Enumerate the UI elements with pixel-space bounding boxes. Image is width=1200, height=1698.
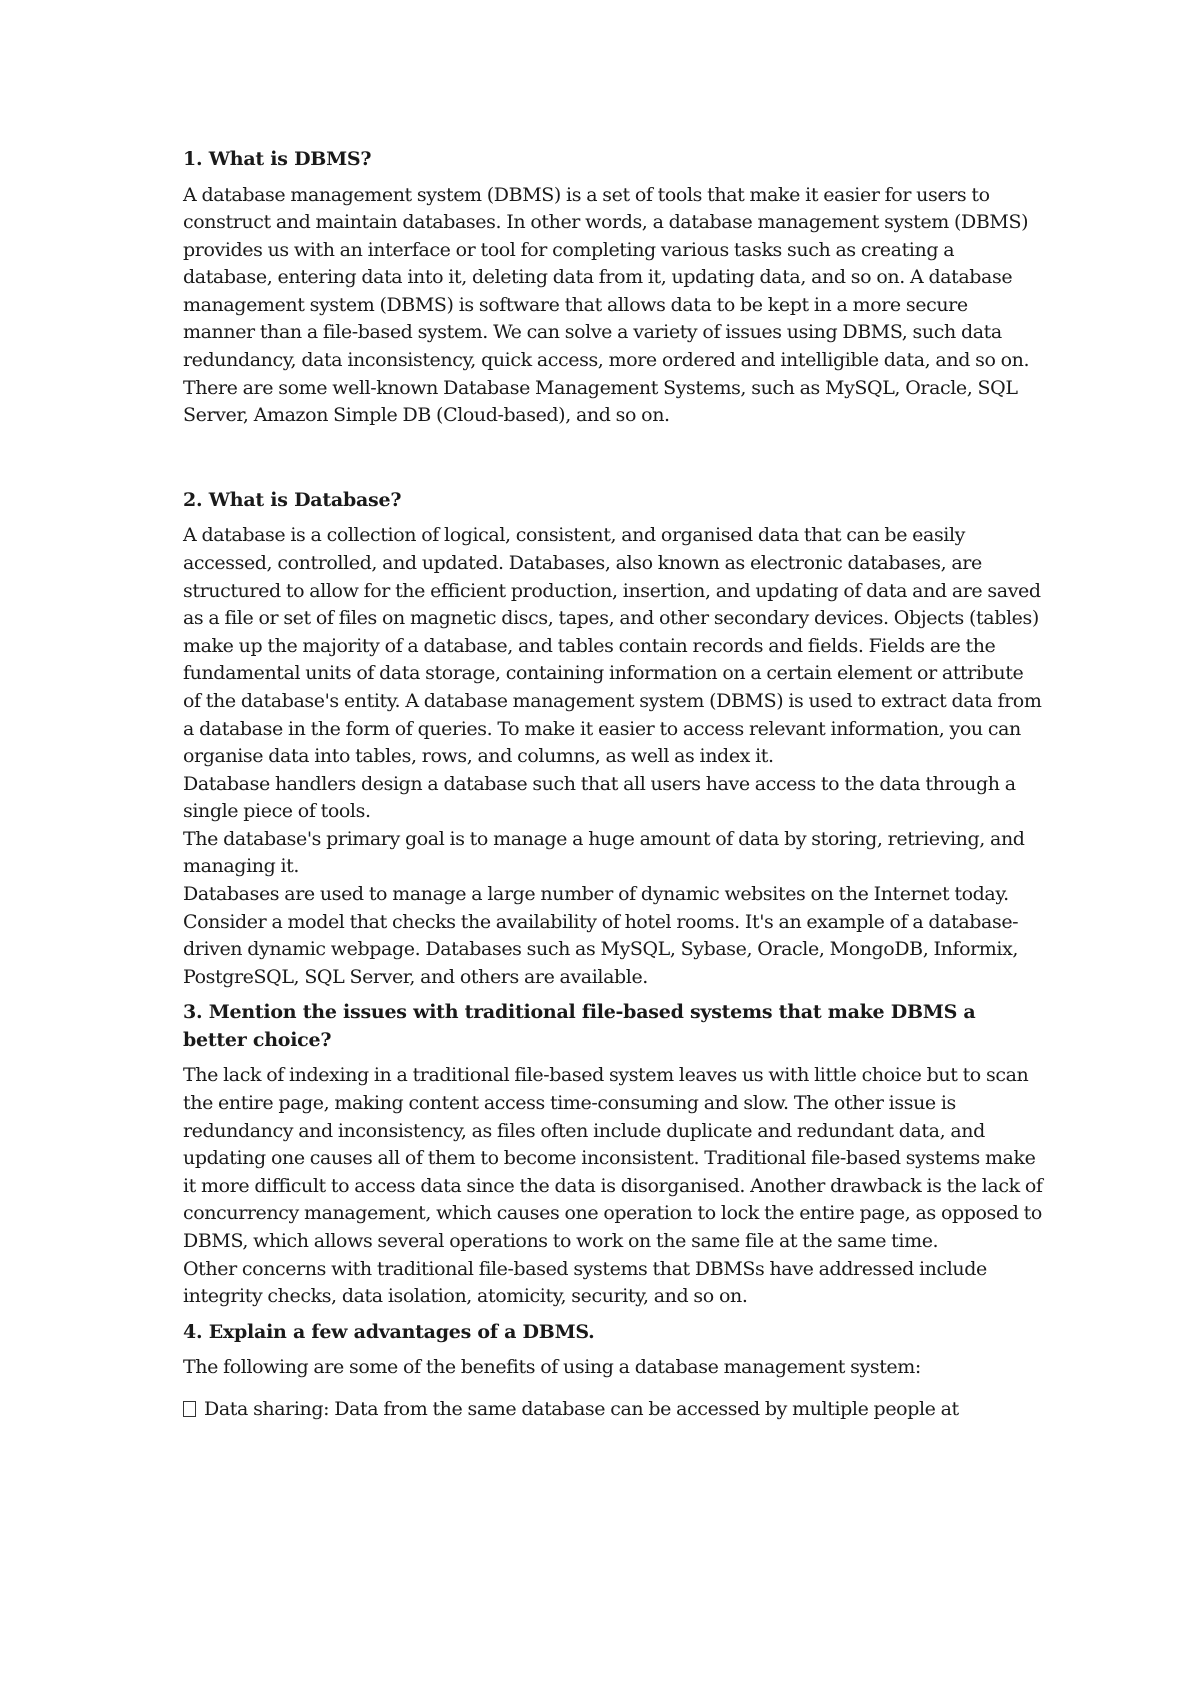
section-2-paragraph-2: Database handlers design a database such that all users have access to the data through a single piece of tools. xyxy=(183,772,1016,823)
section-2-paragraph-1: A database is a collection of logical, consistent, and organised data that can be easily accessed, controlled, and updated. Databases, also known as electronic databases, are structured to allow for the efficient production, insertion, and updating of data and are saved as a file or set of files on magnetic discs, tapes, and other secondary devices. Objects (tables) make up the majority of a database, and tables contain records and fields. Fields are the fundamental units of data storage, containing information on a certain element or attribute of the database's entity. A database management system (DBMS) is used to extract data from a database in the form of queries. To make it easier to access relevant information, you can organise data into tables, rows, and columns, as well as index it. xyxy=(183,524,1042,768)
section-1-paragraph-2: There are some well-known Database Management Systems, such as MySQL, Oracle, SQL Server, Amazon Simple DB (Cloud-based), and so on. xyxy=(183,376,1018,427)
bullet-item xyxy=(183,1396,1043,1424)
document-body xyxy=(183,146,1043,1423)
section-2-paragraph-4: Databases are used to manage a large number of dynamic websites on the Internet today. Consider a model that checks the availability of hotel rooms. It's an example of a database-driven dynamic webpage. Databases such as MySQL, Sybase, Oracle, MongoDB, Informix, PostgreSQL, SQL Server, and others are available. xyxy=(183,883,1019,988)
section-3-paragraph-2: Other concerns with traditional file-based systems that DBMSs have addressed include integrity checks, data isolation, atomicity, security, and so on. xyxy=(183,1257,987,1308)
section-1-paragraph-1: A database management system (DBMS) is a set of tools that make it easier for users to construct and maintain databases. In other words, a database management system (DBMS) provides us with an interface or tool for completing various tasks such as creating a database, entering data into it, deleting data from it, updating data, and so on. A database management system (DBMS) is software that allows data to be kept in a more secure manner than a file-based system. We can solve a variety of issues using DBMS, such data redundancy, data inconsistency, quick access, more ordered and intelligible data, and so on. xyxy=(183,183,1030,372)
bullet-square-icon xyxy=(183,1401,196,1417)
section-2-heading: 2. What is Database? xyxy=(183,488,402,511)
section-4-paragraph-1: The following are some of the benefits of using a database management system: xyxy=(183,1356,921,1379)
bullet-item-text: Data sharing: Data from the same database can be accessed by multiple people at xyxy=(204,1397,959,1420)
section-1-heading: 1. What is DBMS? xyxy=(183,148,372,170)
section-3-heading: 3. Mention the issues with traditional file-based systems that make DBMS a better choice? xyxy=(183,1001,976,1051)
section-4-heading: 4. Explain a few advantages of a DBMS. xyxy=(183,1320,595,1343)
section-2-paragraph-3: The database's primary goal is to manage a huge amount of data by storing, retrieving, and managing it. xyxy=(183,827,1025,878)
section-3-paragraph-1: The lack of indexing in a traditional file-based system leaves us with little choice but to scan the entire page, making content access time-consuming and slow. The other issue is redundancy and inconsistency, as files often include duplicate and redundant data, and updating one causes all of them to become inconsistent. Traditional file-based systems make it more difficult to access data since the data is disorganised. Another drawback is the lack of concurrency management, which causes one operation to lock the entire page, as opposed to DBMS, which allows several operations to work on the same file at the same time. xyxy=(183,1064,1043,1252)
